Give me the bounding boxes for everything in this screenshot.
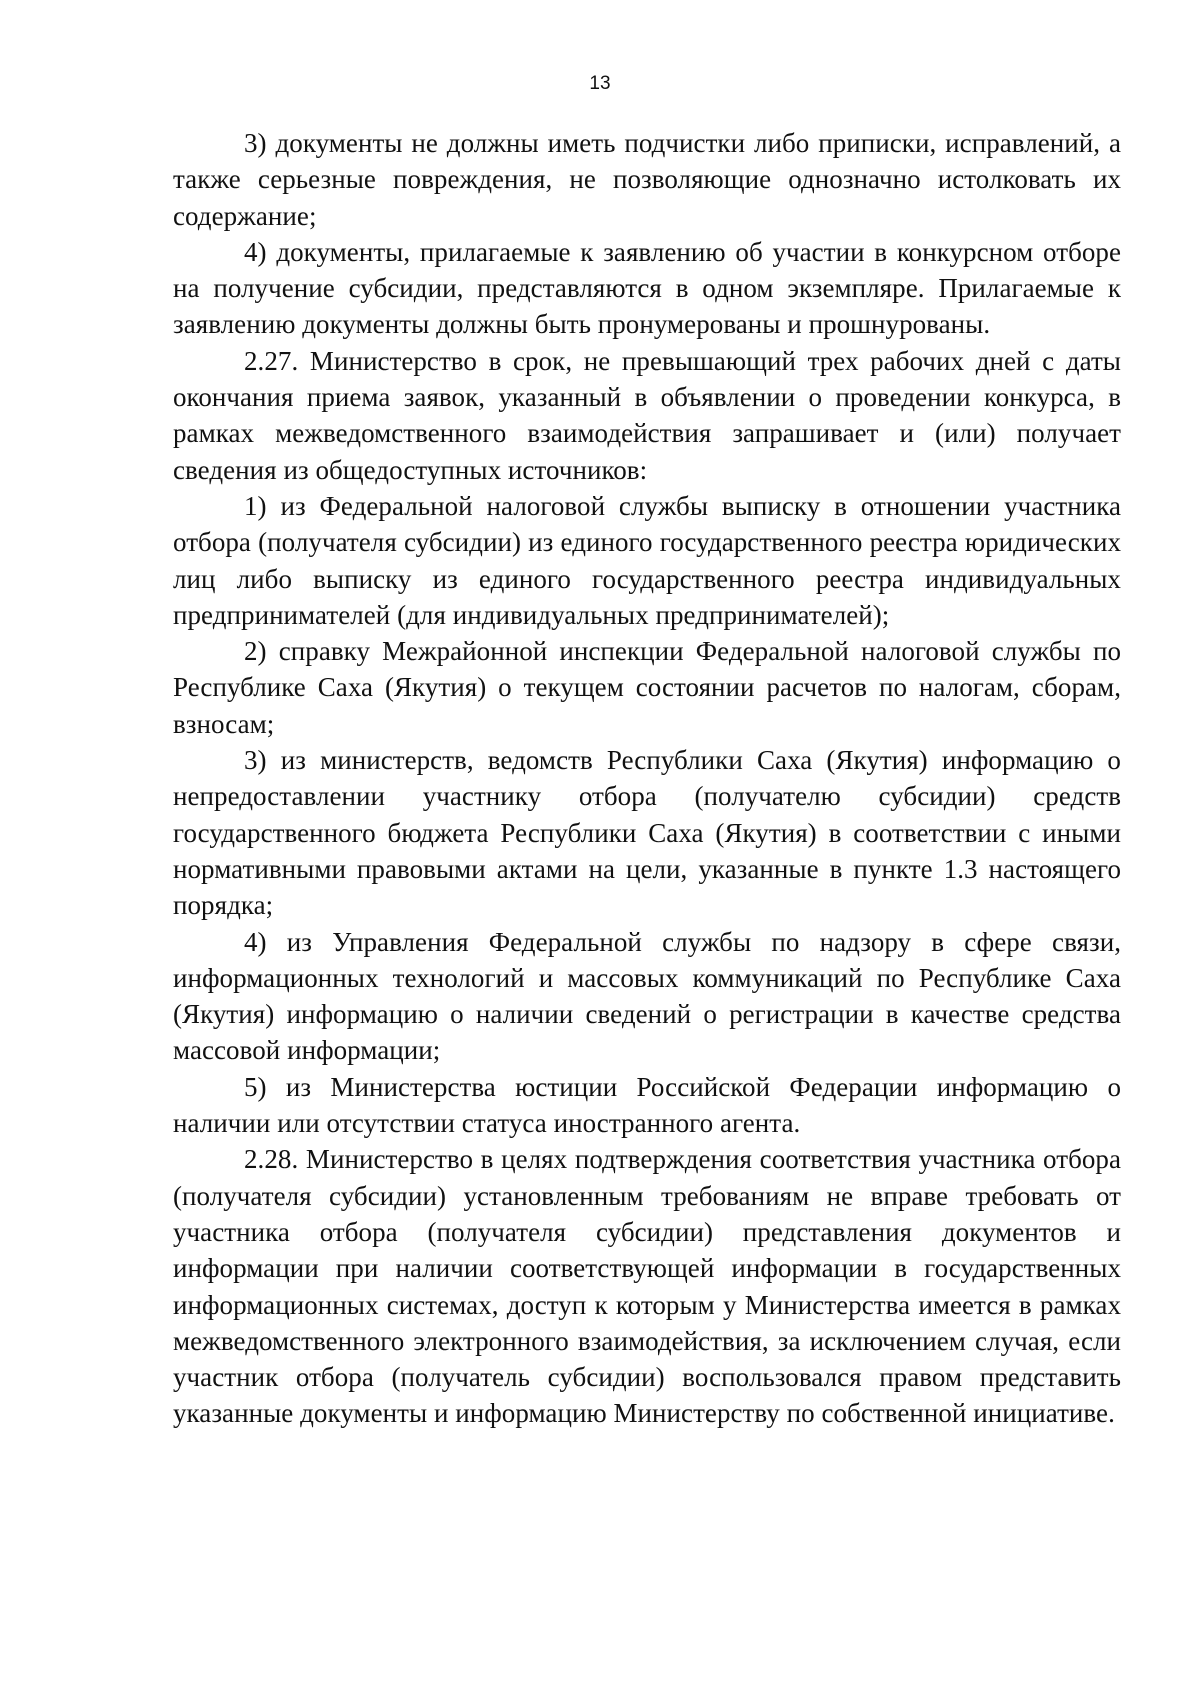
page-number: 13 xyxy=(589,73,611,94)
paragraph-item-3: 3) документы не должны иметь подчистки либо приписки, исправлений, а также серьезные повреждения, не позволяющие однозначно истолковать их содержание; xyxy=(173,128,1121,231)
document-body xyxy=(173,125,1121,1432)
paragraph-subitem-1: 1) из Федеральной налоговой службы выписку в отношении участника отбора (получателя субсидии) из единого государственного реестра юридических лиц либо выписку из единого государственного реестра индивидуальных предпринимателей (для индивидуальных предпринимателей); xyxy=(173,490,1121,630)
paragraph-clause-2-28: 2.28. Министерство в целях подтверждения соответствия участника отбора (получателя субсидии) установленным требованиям не вправе требовать от участника отбора (получателя субсидии) представления документов и информации при наличии соответствующей информации в государственных информационных системах, доступ к которым у Министерства имеется в рамках межведомственного электронного взаимодействия, за исключением случая, если участник отбора (получатель субсидии) воспользовался правом представить указанные документы и информацию Министерству по собственной инициативе. xyxy=(173,1144,1121,1429)
paragraph-item-4: 4) документы, прилагаемые к заявлению об участии в конкурсном отборе на получение субсидии, представляются в одном экземпляре. Прилагаемые к заявлению документы должны быть пронумерованы и прошнурованы. xyxy=(173,236,1121,340)
paragraph-subitem-5: 5) из Министерства юстиции Российской Федерации информацию о наличии или отсутствии статуса иностранного агента. xyxy=(173,1071,1121,1139)
paragraph-subitem-3: 3) из министерств, ведомств Республики Саха (Якутия) информацию о непредоставлении участнику отбора (получателю субсидии) средств государственного бюджета Республики Саха (Якутия) в соответствии с иными нормативными правовыми актами на цели, указанные в пункте 1.3 настоящего порядка; xyxy=(173,745,1121,921)
paragraph-clause-2-27: 2.27. Министерство в срок, не превышающий трех рабочих дней с даты окончания приема заявок, указанный в объявлении о проведении конкурса, в рамках межведомственного взаимодействия запрашивает и (или) получает сведения из общедоступных источников: xyxy=(173,345,1121,485)
paragraph-subitem-4: 4) из Управления Федеральной службы по надзору в сфере связи, информационных технологий и массовых коммуникаций по Республике Саха (Якутия) информацию о наличии сведений о регистрации в качестве средства массовой информации; xyxy=(173,926,1121,1066)
paragraph-subitem-2: 2) справку Межрайонной инспекции Федеральной налоговой службы по Республике Саха (Якутия) о текущем состоянии расчетов по налогам, сборам, взносам; xyxy=(173,636,1121,739)
